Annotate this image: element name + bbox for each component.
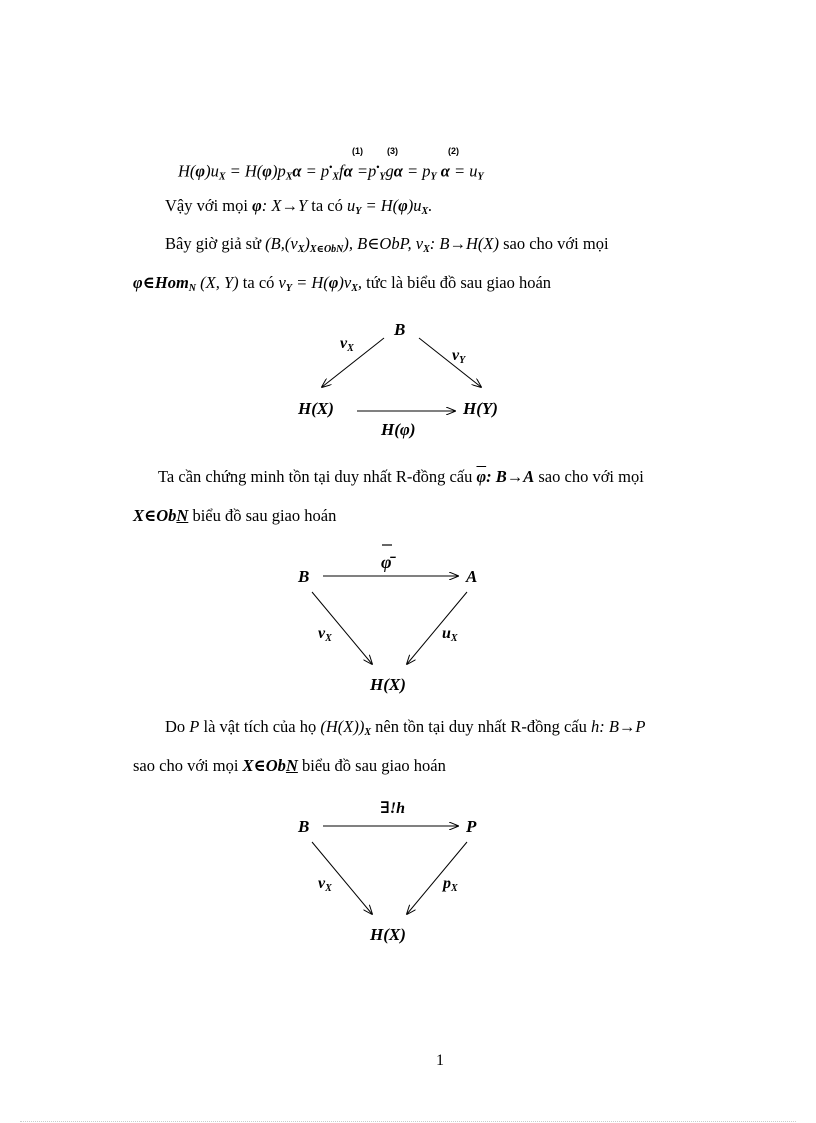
diagram1-bottom-right: H(Y): [463, 399, 498, 418]
footer-rule: [20, 1121, 796, 1122]
diagram3-bottom: H(X): [370, 925, 406, 944]
eq-mark-2: (2): [448, 146, 459, 156]
eq-mark-1: (1): [352, 146, 363, 156]
diagram2-left: B: [298, 567, 310, 586]
paragraph-5: X∈ObN biểu đồ sau giao hoán: [133, 506, 337, 525]
paragraph-7: sao cho với mọi X∈ObN biểu đồ sau giao hoán: [133, 756, 446, 775]
diagram2-left-label: vX: [318, 625, 332, 644]
paragraph-1: Vậy với mọi φ: X→Y ta có $u_Y = H(\varphi)u_X$.: [165, 196, 433, 217]
diagram3-left-label: vX: [318, 875, 332, 894]
diagram1-bottom-label: H(φ): [381, 420, 416, 439]
diagram3-right-label: pX: [443, 875, 458, 894]
diagram2-top-label: φ̄: [381, 552, 392, 572]
paragraph-2: Bây giờ giả sử $(B,(v_X)_{X\in ObN})$, B∈ObP, $v_X$: B→H(X) sao cho với mọi: [165, 234, 609, 255]
diagram2-bottom: H(X): [370, 675, 406, 694]
diagram1-left-label: vX: [340, 335, 354, 354]
page-number: 1: [436, 1052, 444, 1069]
paragraph-3: φ∈Hom$_N$ (X, Y) ta có $v_Y = H(\varphi)v_X$, tức là biểu đồ sau giao hoán: [133, 273, 552, 294]
paragraph-4: Ta cần chứng minh tồn tại duy nhất R-đồng cấu $\overline{\varphi}$: B→A sao cho với mọi: [158, 467, 644, 486]
diagram3-left: B: [298, 817, 310, 836]
diagram1-top: B: [394, 320, 406, 339]
diagram3-top-label: ∃!h: [380, 800, 406, 817]
equation-line: $H(\varphi)u_X = H(\varphi)p_X\alpha = p^•_Xf\alpha =p^•_Yg\alpha = p_Y$ $\alpha = u_Y$: [178, 161, 484, 183]
diagram2-right: A: [466, 567, 478, 586]
paragraph-6: Do P là vật tích của họ $(H(X))_X$ nên tồn tại duy nhất R-đồng cấu h: B→P: [165, 717, 646, 738]
diagram2-right-label: uX: [442, 625, 458, 644]
diagram3-right: P: [466, 817, 477, 836]
eq-mark-3: (3): [387, 146, 398, 156]
diagram1-bottom-left: H(X): [298, 399, 334, 418]
diagram3-right-arrow: [407, 842, 467, 914]
diagram1-right-label: vY: [452, 347, 466, 366]
